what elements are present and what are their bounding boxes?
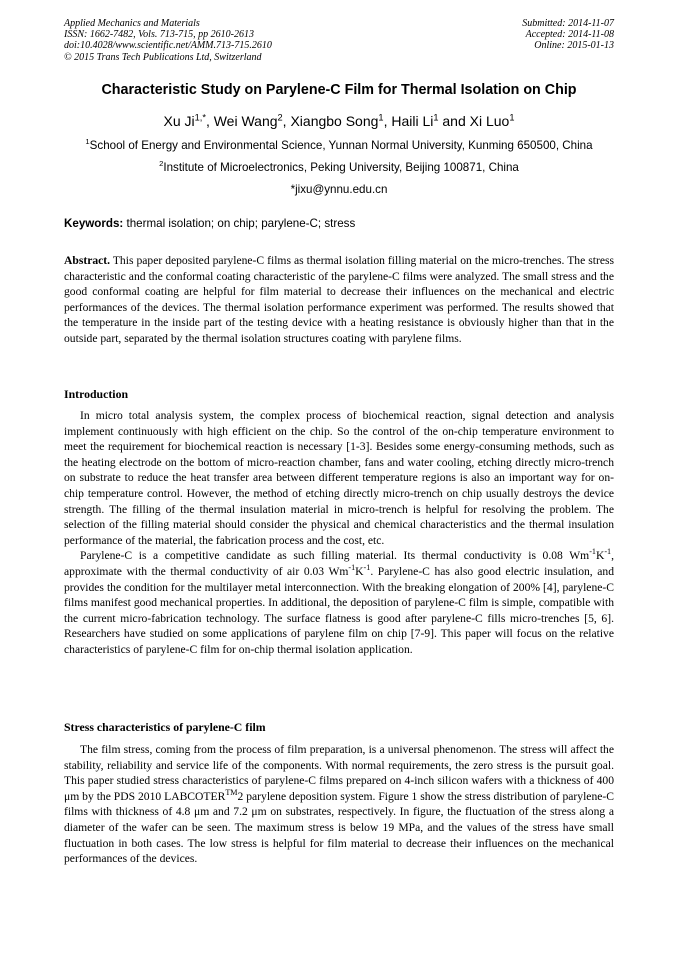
unit-superscript: -1 — [363, 563, 371, 573]
author-sep: , — [282, 113, 291, 129]
issn-line: ISSN: 1662-7482, Vols. 713-715, pp 2610-2613 — [64, 29, 254, 41]
text-run: . Parylene-C has also good electric insulation, and provides the condition for the multilayer metal interconnection. With the breaking elongation of 200% [4], parylene-C films manifest good mechanical properties. In additional, the deposition of parylene-C film is simple, compatible with the current micro-fabrication technology. The surface flatness is good after parylene-C fills micro-trenches [5, 6]. Researchers have studied on some applications of parylene film on chip [7-9]. This paper will focus on the relative characteristics of parylene-C film for on-chip thermal isolation application. — [64, 564, 614, 656]
author-name: Haili Li — [391, 113, 434, 129]
stress-section-heading: Stress characteristics of parylene-C film — [64, 720, 266, 734]
paper-title: Characteristic Study on Parylene-C Film for Thermal Isolation on Chip — [101, 82, 577, 98]
abstract-text: This paper deposited parylene-C films as thermal isolation filling material on the micro-trenches. The stress characteristic and the conformal coating characteristic of the parylene-C films were analyzed. The small stress and the good conformal coating are helpful for film material to decrease their influences on the mechanical and electric performances of the devices. The thermal isolation performance experiment was performed. The results showed that the temperature in the inside part of the testing device with a heating resistance is obviously higher than that in the outside part, separated by the thermal isolation structures coating with parylene films. — [64, 254, 614, 345]
intro-paragraph-1: In micro total analysis system, the complex process of biochemical reaction, signal detection and analysis implement continuously with high efficient on the chip. So the control of the on-chip temperature environment to meet the requirement for biochemical reaction is necessary [1-3]. Besides some energy-consuming methods, such as the heating electrode on the bottom of micro-reaction chamber, fans and water cooling, etching directly micro-trench on substrate to reduce the heat transfer area between different temperature regions is also an important way for on-chip temperature control. However, the method of etching directly micro-trench on chip usually destroys the device strength. The filling of the thermal insulation material in micro-trench is helpful for resolving the problem. The selection of the filling material should consider the physical and chemical characteristics and the thermal insulation performance of the material, the fabrication process and the cost, etc. — [64, 409, 614, 547]
author-name: Wei Wang — [213, 113, 278, 129]
affiliation-text: School of Energy and Environmental Science, Yunnan Normal University, Kunming 650500, China — [89, 139, 593, 152]
stress-section-body — [64, 742, 614, 867]
text-run: The film stress, coming from the process of film preparation, is a universal phenomenon. The stress will affect the stability, reliability and service life of the components. With normal requirements, the zero stress is the pursuit goal. This paper studied stress characteristics of parylene-C films prepared on 4-inch silicon wafers with a thickness of 400 μm by the PDS 2010 LABCOTER — [64, 743, 614, 803]
affiliation-sup: 2 — [159, 159, 164, 169]
author-affil-sup: 1 — [509, 112, 515, 123]
author-affil-sup: 1 — [433, 112, 439, 123]
author-affil-sup: 1 — [378, 112, 384, 123]
author-sep: , — [383, 113, 392, 129]
journal-name: Applied Mechanics and Materials — [64, 18, 200, 29]
introduction-body — [64, 408, 614, 658]
abstract-label: Abstract. — [64, 254, 111, 267]
unit-superscript: -1 — [348, 563, 356, 573]
affiliation-text: Institute of Microelectronics, Peking University, Beijing 100871, China — [163, 161, 519, 174]
keywords-text: thermal isolation; on chip; parylene-C; stress — [126, 217, 356, 230]
author-name: Xi Luo — [469, 113, 510, 129]
author-name: Xu Ji — [163, 113, 195, 129]
affiliation-2 — [40, 161, 638, 174]
author-list — [40, 113, 638, 129]
text-run: K — [355, 564, 364, 578]
keywords-label: Keywords: — [64, 217, 124, 230]
text-run: Parylene-C is a competitive candidate as such filling material. Its thermal conductivity is 0.08 Wm — [80, 549, 590, 563]
text-run: , approximate with the thermal conductivity of air 0.03 Wm — [64, 549, 614, 578]
unit-superscript: -1 — [589, 547, 596, 557]
stress-paragraph-1 — [64, 742, 614, 867]
unit-superscript: -1 — [604, 547, 612, 557]
text-run: K — [595, 549, 605, 563]
author-affil-sup: 2 — [277, 112, 283, 123]
intro-paragraph-2 — [64, 548, 614, 657]
corresponding-email: *jixu@ynnu.edu.cn — [290, 183, 388, 196]
author-name: Xiangbo Song — [290, 113, 379, 129]
accepted-date: Accepted: 2014-11-08 — [525, 29, 614, 41]
submitted-date: Submitted: 2014-11-07 — [522, 18, 614, 29]
journal-header-right — [522, 18, 614, 52]
trademark-superscript: TM — [225, 787, 238, 797]
affiliation-sup: 1 — [85, 137, 90, 147]
online-date: Online: 2015-01-13 — [534, 40, 614, 52]
copyright-line: © 2015 Trans Tech Publications Ltd, Switzerland — [64, 51, 262, 63]
journal-header-left — [64, 18, 272, 63]
abstract-paragraph — [64, 253, 614, 347]
keywords-line — [64, 217, 355, 230]
author-sep: , — [205, 113, 214, 129]
doi-line: doi:10.4028/www.scientific.net/AMM.713-715.2610 — [64, 40, 272, 52]
author-affil-sup: 1,* — [194, 112, 206, 123]
introduction-heading: Introduction — [64, 387, 129, 401]
affiliation-1 — [40, 139, 638, 152]
author-sep: and — [438, 113, 470, 129]
text-run: 2 parylene deposition system. Figure 1 show the stress distribution of parylene-C films with thickness of 4.8 μm and 7.2 μm on substrates, respectively. In figure, the fluctuation of the stress along a diameter of the wafer can be seen. The maximum stress is below 19 MPa, and the values of the stress have small fluctuation in both cases. The low stress is helpful for film material to decrease their influences on the mechanical performances of the devices. — [64, 789, 614, 866]
